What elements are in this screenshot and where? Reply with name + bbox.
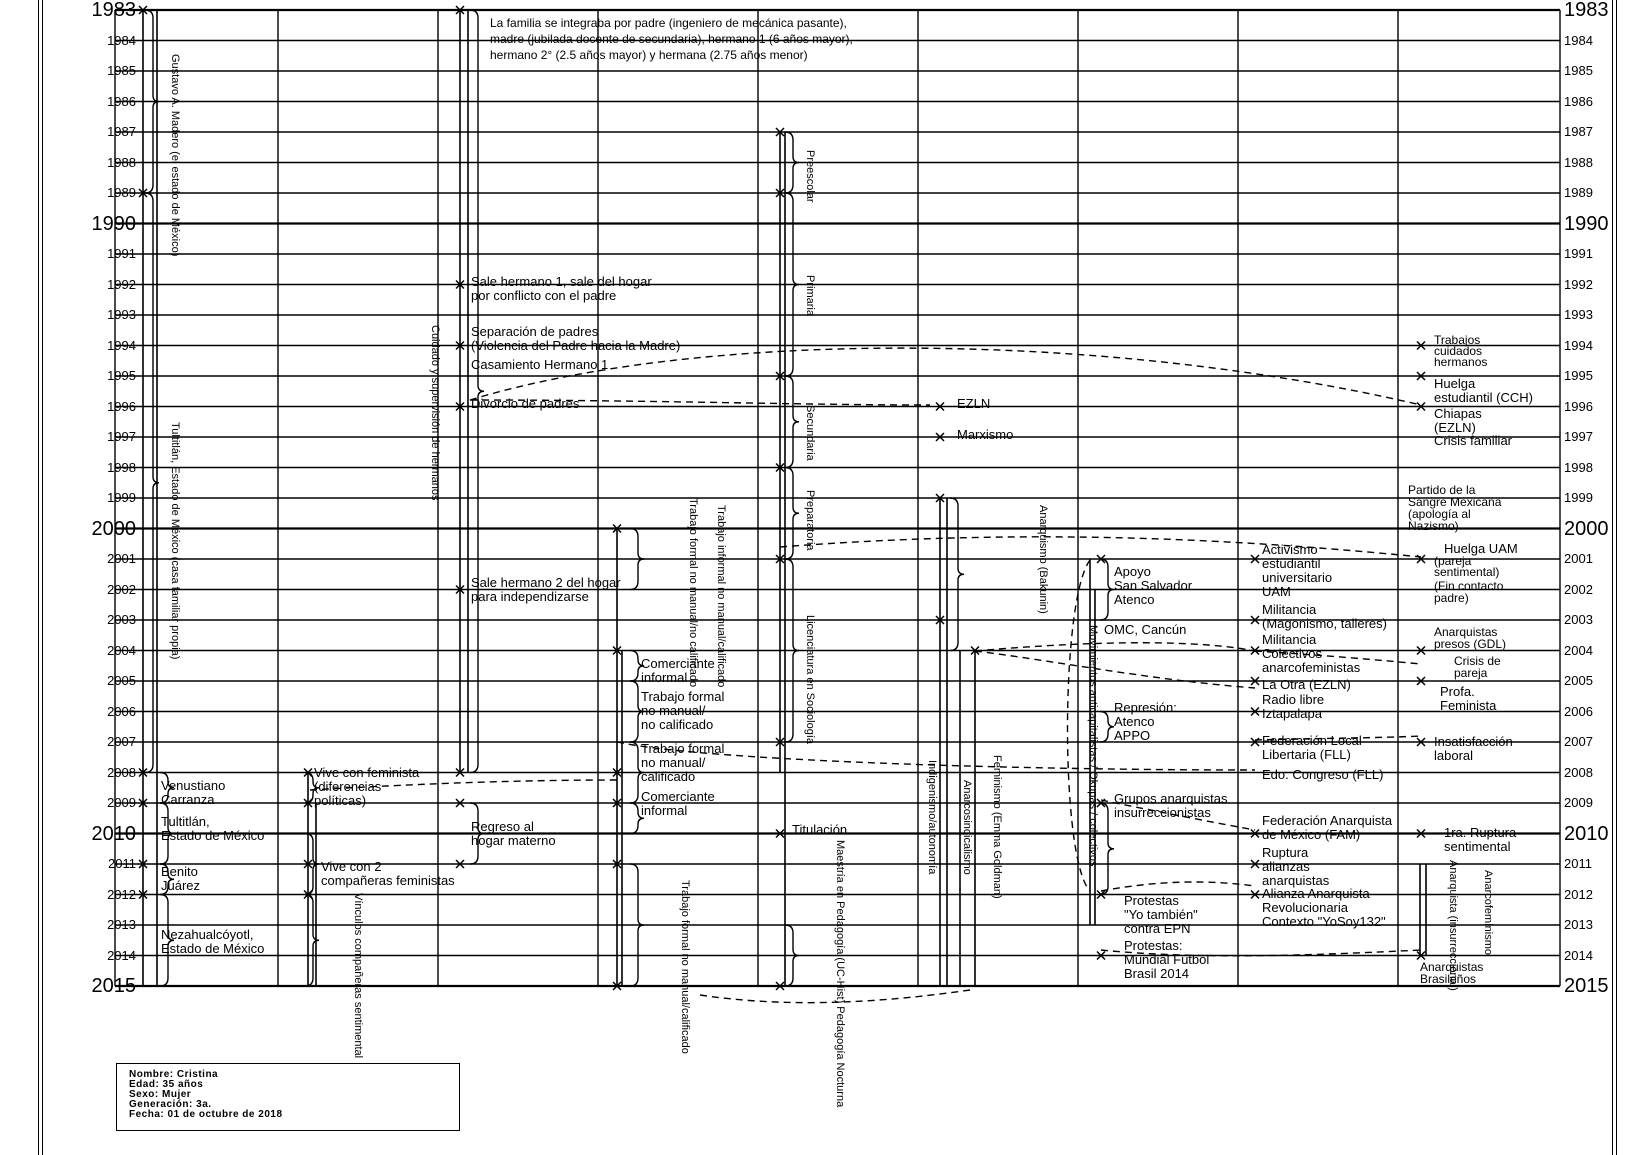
- residence-gam: Gustavo A. Madero (el estado de México): [169, 54, 181, 257]
- personal-gdl-prisoners: Anarquistas presos (GDL): [1434, 625, 1507, 651]
- movement-insurrectionist-groups: Grupos anarquistas insurreccionistas: [1114, 791, 1228, 820]
- year-label: 1984: [1564, 32, 1593, 48]
- org-fam: Federación Anarquista de México (FAM): [1262, 813, 1393, 842]
- ideology-anarcho-syndicalism: Anarcosindicalismo: [961, 780, 973, 875]
- year-label: 1998: [107, 459, 136, 475]
- connector-curve: [975, 651, 1255, 688]
- respondent-info-box: [116, 1063, 460, 1131]
- year-label: 1990: [1564, 212, 1609, 235]
- family-brother1-marriage: Casamiento Hermano 1: [471, 357, 609, 372]
- org-radio-libre: Radio libre Iztapalapa: [1262, 692, 1325, 721]
- ideology-anarchism-bakunin: Anarquismo (Bakunin): [1037, 505, 1049, 614]
- ideology-indigenism: Indigenismo/autonomía: [926, 760, 938, 875]
- year-label: 1991: [107, 246, 136, 261]
- cohab-feminist-differences: Vive con feminista (diferencias políticas): [314, 765, 420, 808]
- movement-protests-epn: Protestas "Yo también" contra EPN: [1124, 893, 1198, 936]
- family-parents-separation: Separación de padres (Violencia del Padre hacia la Madre): [471, 324, 681, 353]
- work-formal-skilled-vertical: Trabajo formal no manual/calificado: [679, 880, 691, 1054]
- personal-family-crisis: Crisis familiar: [1434, 433, 1512, 448]
- year-label: 1983: [91, 0, 136, 21]
- year-label: 2012: [1564, 886, 1593, 902]
- work-formal-skilled: Trabajo formal no manual/ calificado: [641, 741, 725, 784]
- movement-atenco-support: Apoyo San Salvador Atenco: [1114, 564, 1193, 607]
- year-label: 2002: [107, 581, 136, 597]
- year-label: 1989: [1564, 185, 1593, 200]
- edu-high-school: Preparatoria: [804, 490, 816, 551]
- info-date: Fecha: 01 de octubre de 2018: [129, 1109, 283, 1120]
- year-label: 2005: [1564, 673, 1593, 688]
- personal-partner: (pareja sentimental): [1434, 554, 1500, 579]
- year-label: 1994: [1564, 337, 1593, 353]
- period-brace: [950, 498, 964, 651]
- personal-cch-strike: Huelga estudiantil (CCH): [1434, 376, 1533, 405]
- year-label: 1994: [107, 337, 136, 353]
- info-name: Nombre: Cristina: [129, 1069, 219, 1080]
- org-revolutionary-alliance: Alianza Anarquista Revolucionaria Contexto "YoSoy132": [1262, 886, 1386, 929]
- year-label: 2010: [91, 822, 136, 845]
- year-label: 2004: [1564, 642, 1593, 658]
- year-label: 1992: [1564, 276, 1593, 292]
- work-informal-skilled-vertical: Trabajo informal no manual/calificado: [715, 505, 727, 688]
- family-parents-divorce: Divorcio de padres: [471, 396, 580, 411]
- year-label: 1999: [107, 490, 136, 505]
- personal-insurrectional-anarchist: Anarquista (insurreccional): [1447, 860, 1459, 991]
- work-informal-trader-2009: Comerciante informal: [641, 789, 715, 818]
- cohab-two-feminists: Vive con 2 compañeras feministas: [321, 859, 455, 888]
- year-label: 1986: [1564, 93, 1593, 109]
- period-brace: [1100, 803, 1114, 895]
- year-label: 2001: [107, 551, 136, 566]
- personal-first-breakup: 1ra. Ruptura sentimental: [1444, 825, 1517, 854]
- year-label: 2009: [107, 795, 136, 810]
- year-label: 2007: [107, 734, 136, 749]
- org-anarchofeminist-collectives: Militancia Colectivos anarcofeministas: [1262, 632, 1361, 675]
- year-label: 2014: [107, 947, 136, 963]
- year-label: 2009: [1564, 795, 1593, 810]
- year-label: 1996: [1564, 398, 1593, 414]
- year-label: 1999: [1564, 490, 1593, 505]
- personal-anarchofeminism: Anarcofeminismo: [1482, 870, 1494, 955]
- year-label: 1986: [107, 93, 136, 109]
- org-fll-congress: Edo. Congreso (FLL): [1262, 767, 1384, 782]
- year-label: 1996: [107, 398, 136, 414]
- edu-secondary: Secundaria: [804, 405, 816, 461]
- period-brace: [305, 895, 319, 987]
- connector-curve: [975, 643, 1255, 651]
- info-generation: Generación: 3a.: [129, 1099, 212, 1110]
- residence-benito-juarez: Benito Juárez: [161, 864, 201, 893]
- year-label: 1989: [107, 185, 136, 200]
- year-label: 1987: [1564, 124, 1593, 139]
- year-label: 2008: [1564, 764, 1593, 780]
- year-label: 1992: [107, 276, 136, 292]
- info-sex: Sexo: Mujer: [129, 1089, 192, 1100]
- year-label: 1998: [1564, 459, 1593, 475]
- year-label: 1987: [107, 124, 136, 139]
- residence-venustiano-carranza: Venustiano Carranza: [161, 778, 226, 807]
- personal-couple-crisis: Crisis de pareja: [1454, 654, 1501, 680]
- year-label: 1993: [1564, 307, 1593, 322]
- personal-uam-strike: Huelga UAM: [1444, 541, 1518, 556]
- year-label: 2013: [1564, 917, 1593, 932]
- org-uam-student-activism: Activismo estudiantil universitario UAM: [1262, 542, 1333, 599]
- edu-bachelor-sociology: Licenciatura en Sociología: [804, 615, 816, 745]
- movement-protests-world-cup: Protestas: Mundial Fútbol Brasil 2014: [1124, 938, 1210, 981]
- year-label: 1983: [1564, 0, 1609, 21]
- work-formal-unskilled: Trabajo formal no manual/ no calificado: [641, 689, 725, 732]
- year-label: 2007: [1564, 734, 1593, 749]
- year-label: 2001: [1564, 551, 1593, 566]
- work-formal-unskilled-vertical: Trabajo formal no manual/no calificado: [687, 498, 699, 688]
- year-label: 2010: [1564, 822, 1609, 845]
- ideology-marxism: Marxismo: [957, 427, 1014, 442]
- period-brace: [785, 376, 799, 468]
- personal-job-dissatisfaction: Insatisfacción laboral: [1434, 734, 1513, 763]
- family-return-mother-home: Regreso al hogar materno: [471, 819, 556, 848]
- year-label: 2006: [1564, 703, 1593, 719]
- year-label: 2008: [107, 764, 136, 780]
- residence-tultitlan-family: Tultitlán, Estado de México (casa familiar propia): [169, 422, 181, 660]
- year-label: 2013: [107, 917, 136, 932]
- year-label: 1995: [107, 368, 136, 383]
- year-label: 1988: [1564, 154, 1593, 170]
- ideology-ezln: EZLN: [957, 396, 991, 411]
- cohab-sentimental-bond: Vínculos compañeras sentimental: [352, 893, 364, 1059]
- year-label: 2003: [107, 612, 136, 627]
- ideology-feminism-goldman: Feminismo (Emma Goldman): [991, 755, 1003, 899]
- year-label: 1997: [107, 429, 136, 444]
- year-label: 2000: [91, 517, 136, 540]
- year-label: 1984: [107, 32, 136, 48]
- year-label: 2004: [107, 642, 136, 658]
- family-brother2-leaves: Sale hermano 2 del hogar para independizarse: [471, 575, 621, 604]
- year-label: 1985: [107, 63, 136, 78]
- year-label: 2002: [1564, 581, 1593, 597]
- edu-primary: Primaria: [804, 275, 816, 316]
- personal-chiapas: Chiapas (EZLN): [1434, 406, 1482, 435]
- residence-nezahualcoyotl: Nezahualcóyotl, Estado de México: [161, 927, 265, 956]
- personal-sibling-care-jobs: Trabajos cuidados hermanos: [1434, 333, 1488, 369]
- year-label: 2003: [1564, 612, 1593, 627]
- year-label: 1990: [91, 212, 136, 235]
- year-label: 2011: [108, 856, 136, 871]
- personal-father-contact-end: (Fin contacto padre): [1434, 579, 1504, 605]
- year-label: 2000: [1564, 517, 1609, 540]
- movement-repression-atenco-appo: Represión: Atenco APPO: [1114, 700, 1177, 743]
- movement-omc-cancun: OMC, Cancún: [1104, 622, 1187, 637]
- residence-tultitlan: Tultitlán, Estado de México: [161, 814, 265, 843]
- org-anarchist-rupture: Ruptura alianzas anarquistas: [1262, 845, 1330, 888]
- period-brace: [470, 10, 484, 773]
- year-label: 1991: [1564, 246, 1593, 261]
- edu-preschool: Preescolar: [804, 150, 816, 203]
- year-label: 2011: [1564, 856, 1592, 871]
- year-label: 2015: [1564, 975, 1609, 997]
- year-label: 2005: [107, 673, 136, 688]
- movement-anticapitalist: Movimientos anticapitalistas / Okupas / colectivos: [1087, 625, 1099, 867]
- org-la-otra: La Otra (EZLN): [1262, 677, 1351, 692]
- year-label: 2014: [1564, 947, 1593, 963]
- personal-feminist-teacher: Profa. Feminista: [1440, 684, 1497, 713]
- year-label: 1993: [107, 307, 136, 322]
- edu-graduation: Titulación: [792, 822, 848, 837]
- year-label: 2006: [107, 703, 136, 719]
- org-fll: Federación Local Libertaria (FLL): [1262, 733, 1362, 762]
- year-label: 2015: [91, 975, 136, 997]
- personal-brazilian-anarchists: Anarquistas Brasileños: [1420, 960, 1484, 986]
- period-brace: [1100, 712, 1114, 743]
- year-label: 1997: [1564, 429, 1593, 444]
- year-label: 1995: [1564, 368, 1593, 383]
- family-brother1-leaves: Sale hermano 1, sale del hogar por conflicto con el padre: [471, 274, 652, 303]
- year-label: 1985: [1564, 63, 1593, 78]
- year-label: 2012: [107, 886, 136, 902]
- family-sibling-care: Cuidado y supervisión de hermanos: [429, 325, 441, 501]
- work-informal-trader-2004: Comerciante informal: [641, 656, 715, 685]
- family-composition-note: La familia se integraba por padre (ingeniero de mecánica pasante), madre (jubilada docente de secundaria), hermano 1 (6 años mayor), hermano 2° (2.5 años mayor) y hermana (2.75 años menor): [490, 16, 853, 62]
- personal-nazi-party: Partido de la Sangre Mexicana (apología al Nazismo): [1408, 483, 1502, 533]
- edu-masters-pedagogy: Maestría en Pedagogía (UC-Hist) Pedagogía Nocturna: [834, 840, 846, 1108]
- org-magonism-militancy: Militancia (Magonismo, talleres): [1262, 602, 1387, 631]
- connector-curve: [1101, 882, 1255, 891]
- year-label: 1988: [107, 154, 136, 170]
- info-age: Edad: 35 años: [129, 1079, 204, 1090]
